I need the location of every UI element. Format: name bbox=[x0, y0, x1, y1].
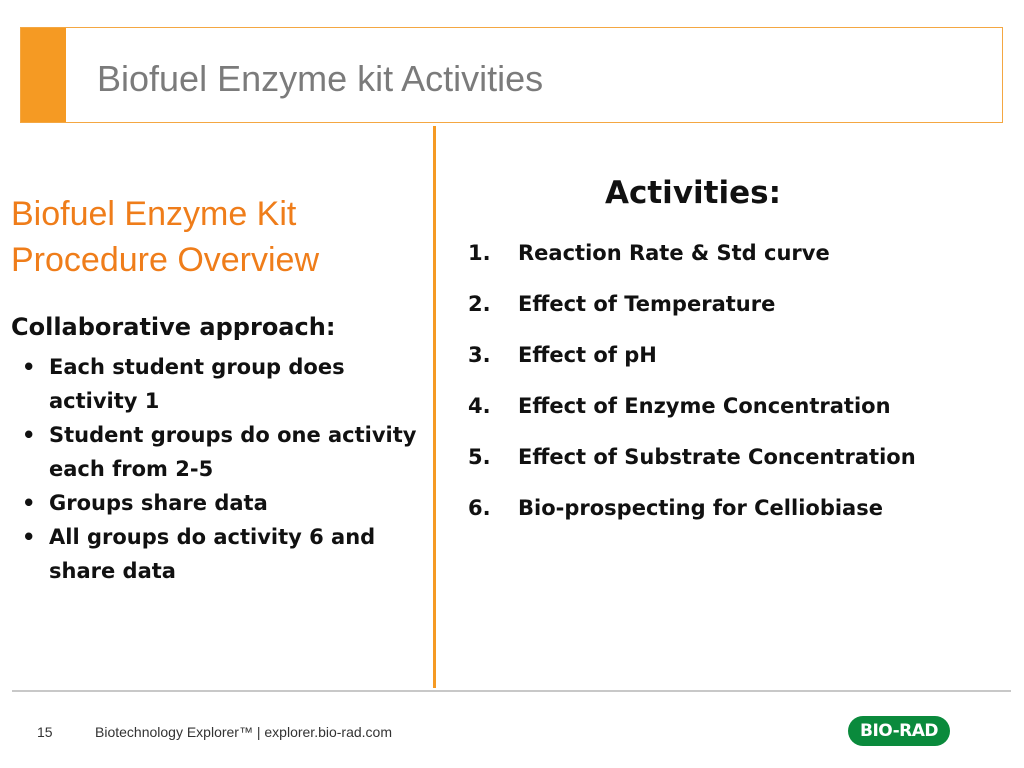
bullet-item bbox=[22, 418, 422, 486]
activity-text: Effect of Enzyme Concentration bbox=[518, 394, 891, 418]
bullet-text: All groups do activity 6 and share data bbox=[49, 525, 376, 583]
bullet-item bbox=[22, 486, 422, 520]
vertical-divider bbox=[433, 126, 436, 688]
activity-number: 3. bbox=[468, 343, 491, 367]
bio-rad-logo: BIO-RAD bbox=[848, 716, 950, 746]
bullet-icon: • bbox=[22, 423, 36, 447]
activity-item bbox=[468, 440, 978, 474]
bullet-icon: • bbox=[22, 491, 36, 515]
activity-number: 1. bbox=[468, 241, 491, 265]
bullet-item bbox=[22, 520, 422, 588]
bullet-text: Each student group does activity 1 bbox=[49, 355, 345, 413]
activities-heading: Activities: bbox=[605, 175, 781, 211]
activity-text: Effect of Temperature bbox=[518, 292, 776, 316]
activity-list bbox=[468, 236, 978, 542]
page-number: 15 bbox=[37, 724, 53, 740]
section-heading-line-2: Procedure Overview bbox=[11, 241, 320, 279]
section-heading bbox=[11, 191, 421, 283]
activity-item bbox=[468, 287, 978, 321]
activity-text: Bio-prospecting for Celliobiase bbox=[518, 496, 883, 520]
bullet-text: Student groups do one activity each from 2-5 bbox=[49, 423, 417, 481]
activity-item bbox=[468, 389, 978, 423]
bullet-text: Groups share data bbox=[49, 491, 268, 515]
activity-number: 4. bbox=[468, 394, 491, 418]
footer-text: Biotechnology Explorer™ | explorer.bio-rad.com bbox=[95, 724, 393, 740]
title-box bbox=[20, 27, 1003, 123]
title-accent-bar bbox=[21, 28, 66, 122]
section-heading-line-1: Biofuel Enzyme Kit bbox=[11, 195, 297, 233]
approach-bullet-list bbox=[22, 350, 422, 588]
bullet-item bbox=[22, 350, 422, 418]
footer-divider bbox=[12, 690, 1011, 692]
activity-number: 5. bbox=[468, 445, 491, 469]
bullet-icon: • bbox=[22, 525, 36, 549]
activity-item bbox=[468, 491, 978, 525]
activity-item bbox=[468, 236, 978, 270]
collaborative-heading: Collaborative approach: bbox=[11, 313, 336, 341]
activity-text: Effect of Substrate Concentration bbox=[518, 445, 916, 469]
activity-text: Reaction Rate & Std curve bbox=[518, 241, 830, 265]
activity-number: 2. bbox=[468, 292, 491, 316]
activity-text: Effect of pH bbox=[518, 343, 657, 367]
bullet-icon: • bbox=[22, 355, 36, 379]
activity-item bbox=[468, 338, 978, 372]
slide-title: Biofuel Enzyme kit Activities bbox=[97, 58, 544, 99]
activity-number: 6. bbox=[468, 496, 491, 520]
